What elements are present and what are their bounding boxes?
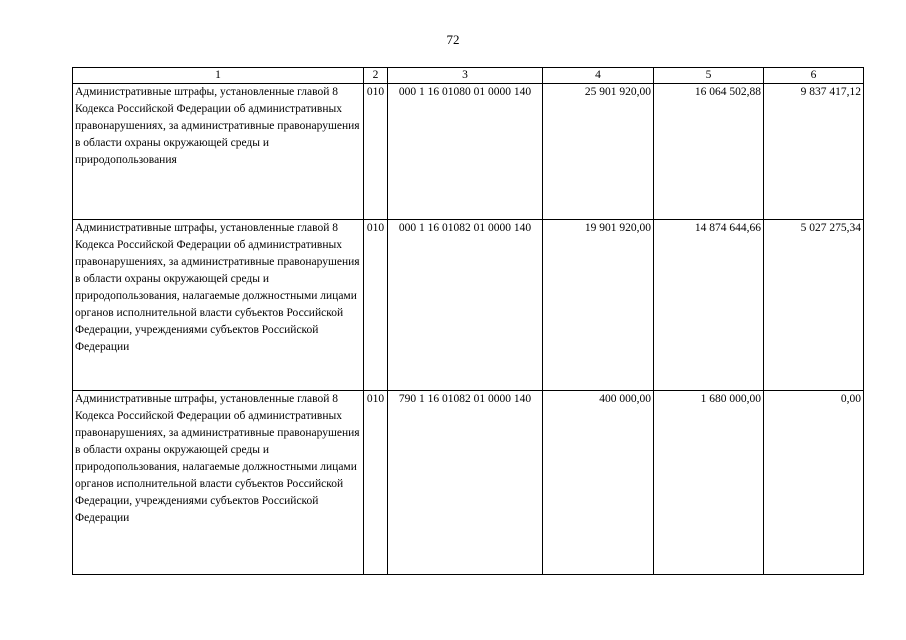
row-col5: 1 680 000,00: [654, 391, 764, 575]
row-code: 010: [364, 391, 388, 575]
table-header-row: [73, 68, 864, 84]
row-kbk: 000 1 16 01080 01 0000 140: [388, 84, 543, 220]
header-col-5: 5: [654, 68, 764, 84]
row-col6: 9 837 417,12: [764, 84, 864, 220]
header-col-6: 6: [764, 68, 864, 84]
header-col-4: 4: [543, 68, 654, 84]
table-row: [73, 220, 864, 391]
row-col4: 19 901 920,00: [543, 220, 654, 391]
row-code: 010: [364, 220, 388, 391]
row-kbk: 790 1 16 01082 01 0000 140: [388, 391, 543, 575]
row-col4: 25 901 920,00: [543, 84, 654, 220]
header-col-2: 2: [364, 68, 388, 84]
row-col4: 400 000,00: [543, 391, 654, 575]
page-number: 72: [446, 32, 460, 47]
header-col-3: 3: [388, 68, 543, 84]
row-col5: 14 874 644,66: [654, 220, 764, 391]
table-row: [73, 84, 864, 220]
row-code: 010: [364, 84, 388, 220]
row-col6: 0,00: [764, 391, 864, 575]
header-col-1: 1: [73, 68, 364, 84]
table-row: [73, 391, 864, 575]
row-kbk: 000 1 16 01082 01 0000 140: [388, 220, 543, 391]
row-col6: 5 027 275,34: [764, 220, 864, 391]
row-name: Административные штрафы, установленные главой 8 Кодекса Российской Федерации об административных правонарушениях, за административные правонарушения в области охраны окружающей среды и природопользования, налагаемые должностными лицами органов исполнительной власти субъектов Российской Федерации, учреждениями субъектов Российской Федерации: [73, 220, 364, 391]
row-col5: 16 064 502,88: [654, 84, 764, 220]
row-name: Административные штрафы, установленные главой 8 Кодекса Российской Федерации об административных правонарушениях, за административные правонарушения в области охраны окружающей среды и природопользования: [73, 84, 364, 220]
row-name: Административные штрафы, установленные главой 8 Кодекса Российской Федерации об административных правонарушениях, за административные правонарушения в области охраны окружающей среды и природопользования, налагаемые должностными лицами органов исполнительной власти субъектов Российской Федерации, учреждениями субъектов Российской Федерации: [73, 391, 364, 575]
budget-table: [72, 67, 864, 575]
